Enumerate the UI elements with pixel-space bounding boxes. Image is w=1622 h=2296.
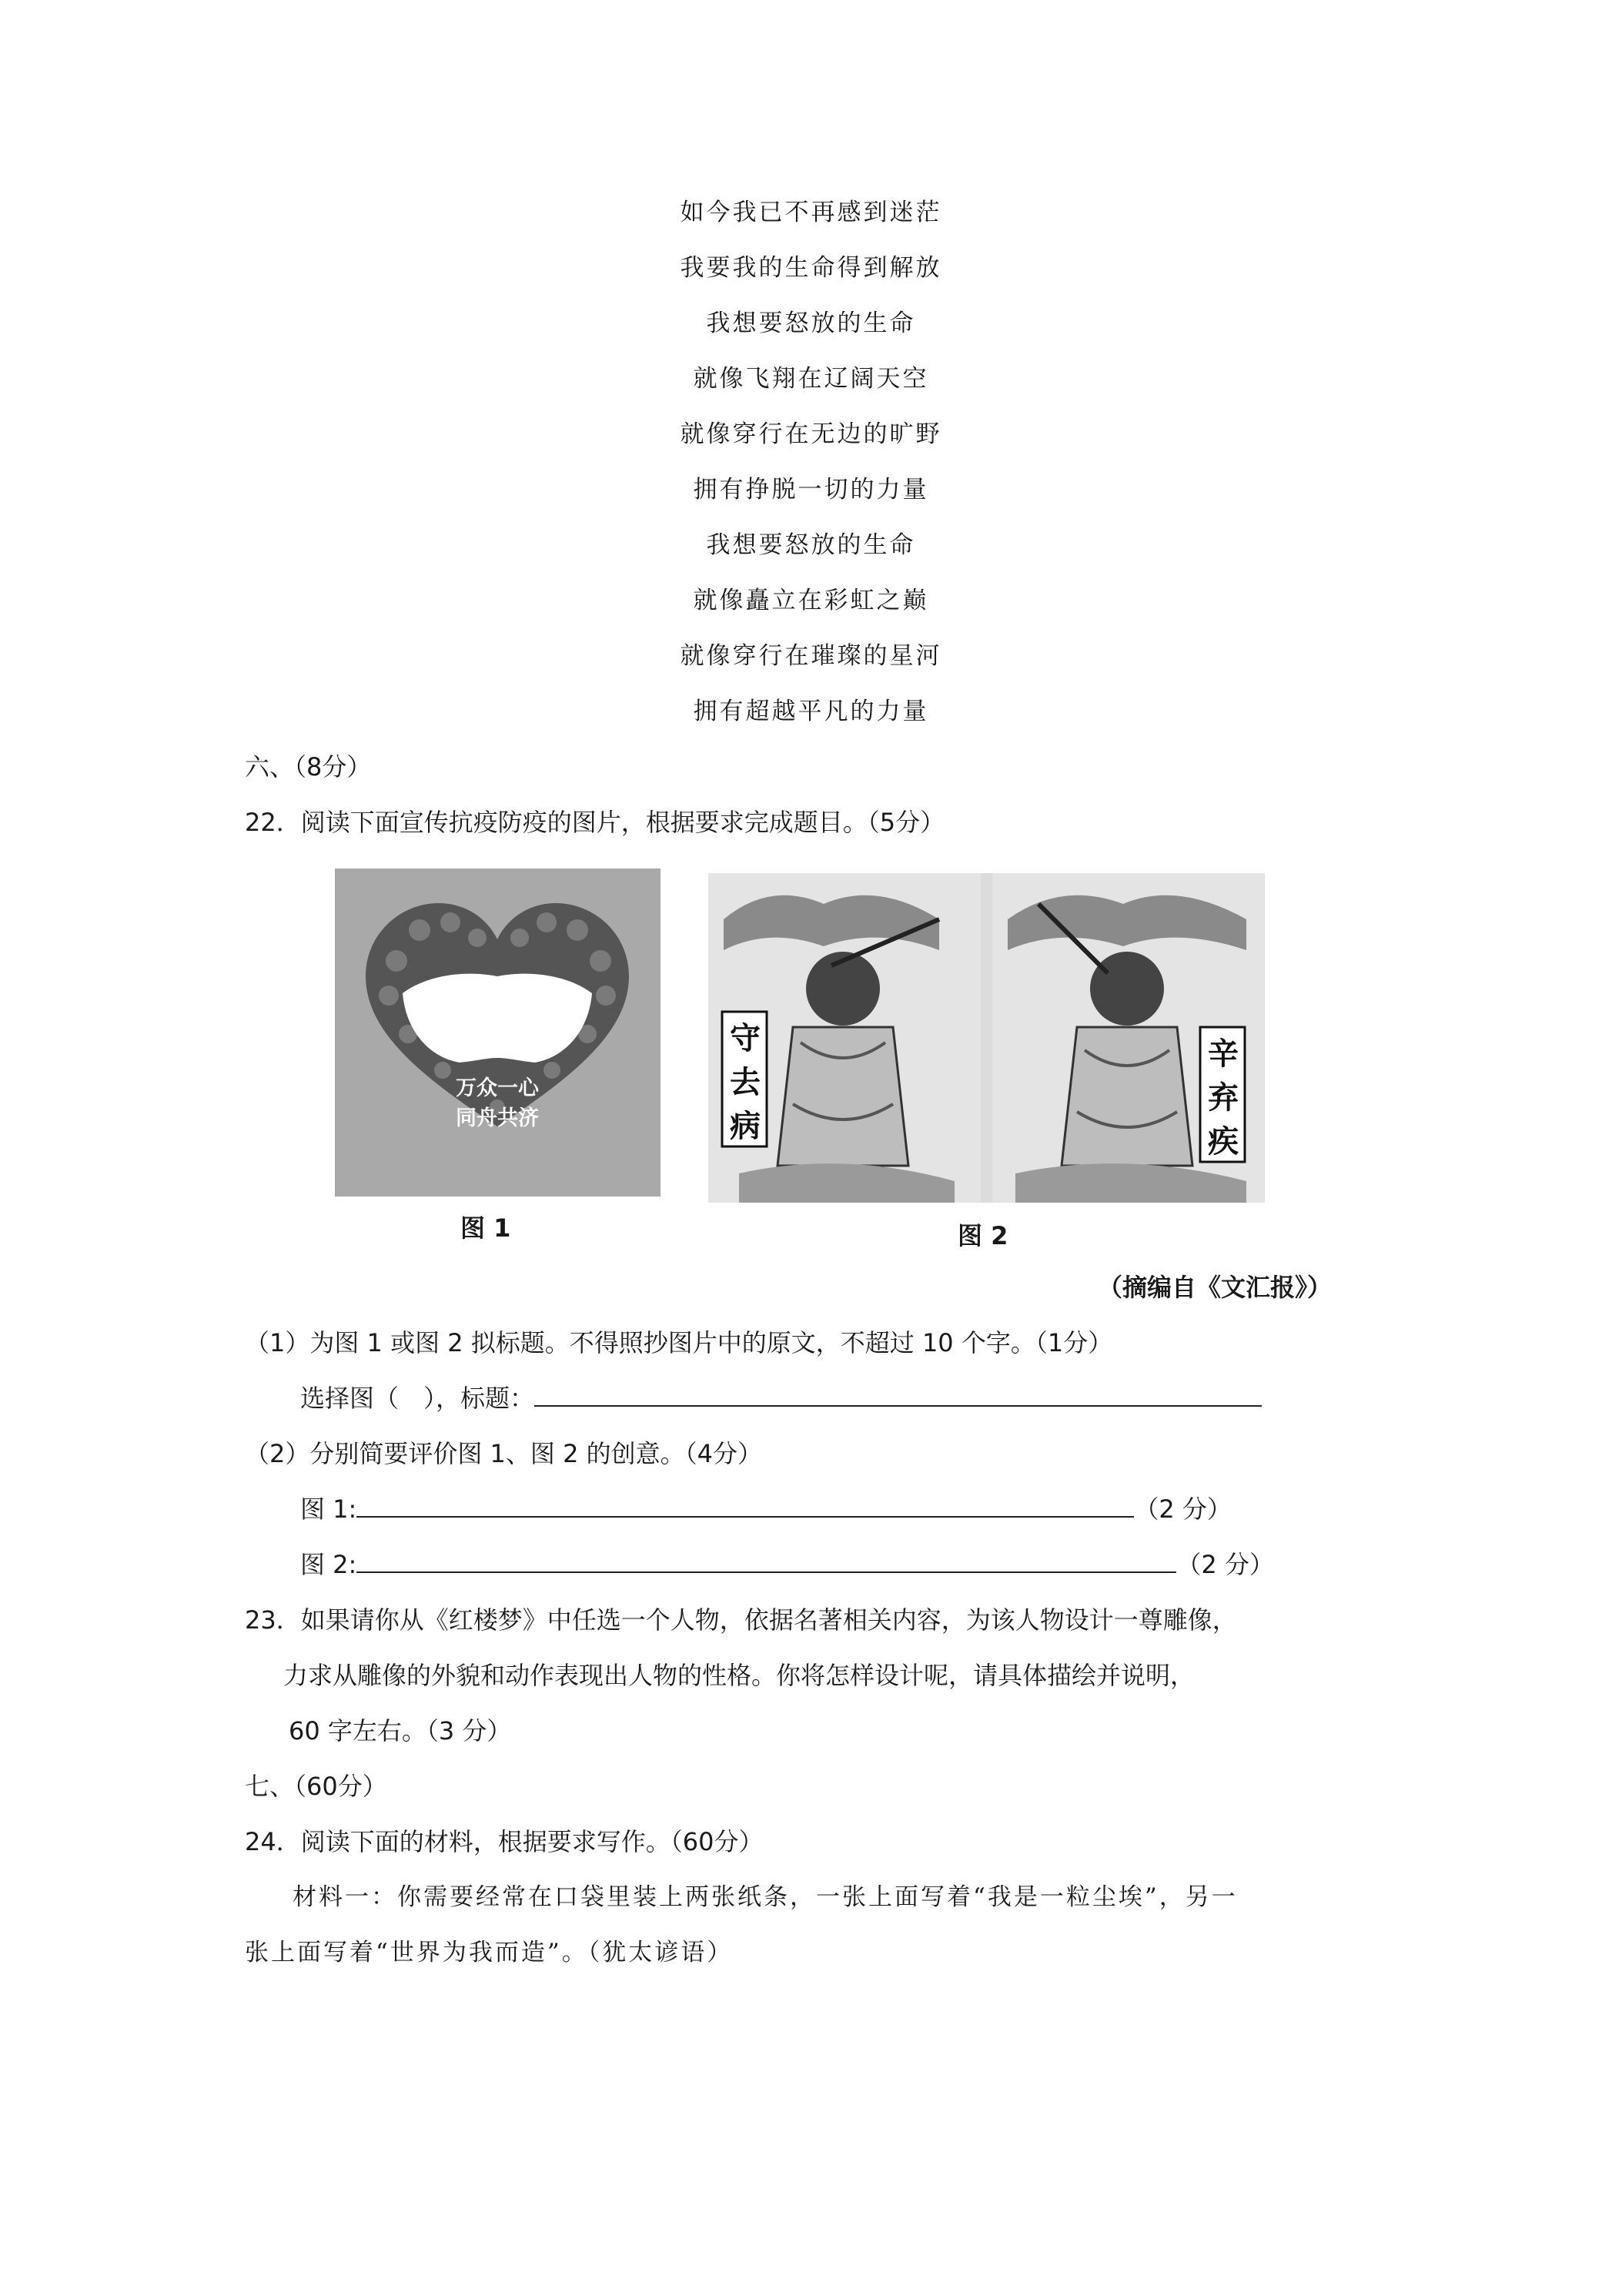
door-god-illustration-right xyxy=(992,873,1265,1203)
poem-line: 就像矗立在彩虹之巅 xyxy=(693,587,929,614)
poem-line: 拥有超越平凡的力量 xyxy=(693,698,929,725)
figure-1-image xyxy=(335,869,661,1197)
answer-prefix: 选择图（ ），标题： xyxy=(300,1384,535,1413)
question-23-line3: 60 字左右。（3 分） xyxy=(289,1716,512,1745)
figure-2-label: 图 2 xyxy=(958,1221,1008,1250)
score-label: （2 分） xyxy=(1134,1494,1232,1524)
figure-1-caption-line2: 同舟共济 xyxy=(456,1106,539,1130)
material-1-line1: 材料一：你需要经常在口袋里装上两张纸条，一张上面写着“我是一粒尘埃”，另一 xyxy=(293,1883,1238,1911)
score-label: （2 分） xyxy=(1176,1550,1274,1579)
poem-line: 拥有挣脱一切的力量 xyxy=(693,476,929,504)
answer-blank[interactable] xyxy=(356,1493,1134,1518)
question-22-sub2-fig1 xyxy=(300,1492,1232,1526)
figure-1-caption-line1: 万众一心 xyxy=(456,1076,539,1099)
figure-2-image xyxy=(708,873,1265,1203)
answer-prefix: 图 2: xyxy=(300,1550,357,1579)
question-23-line2: 力求从雕像的外貌和动作表现出人物的性格。你将怎样设计呢，请具体描绘并说明， xyxy=(283,1661,1196,1690)
question-23-line1: 23．如果请你从《红楼梦》中任选一个人物，依据名著相关内容，为该人物设计一尊雕像， xyxy=(245,1605,1237,1635)
question-22-sub2: （2）分别简要评价图 1、图 2 的创意。（4分） xyxy=(245,1439,762,1468)
question-22-sub1-answer xyxy=(300,1381,1262,1415)
answer-blank[interactable] xyxy=(534,1382,1262,1407)
poem-line: 我要我的生命得到解放 xyxy=(680,254,942,282)
section-heading: 六、（8分） xyxy=(245,752,372,782)
figure-1-label: 图 1 xyxy=(460,1213,511,1243)
answer-prefix: 图 1: xyxy=(300,1494,357,1524)
question-24-stem: 24．阅读下面的材料，根据要求写作。（60分） xyxy=(245,1827,764,1856)
poem-line: 就像飞翔在辽阔天空 xyxy=(693,365,929,393)
poem-line: 我想要怒放的生命 xyxy=(706,531,916,559)
poem-line: 就像穿行在璀璨的星河 xyxy=(680,642,942,670)
figure-2-right-banner: 辛 弃 疾 xyxy=(1208,1036,1239,1160)
heart-mask-illustration xyxy=(335,869,661,1197)
question-22-sub1: （1）为图 1 或图 2 拟标题。不得照抄图片中的原文，不超过 10 个字。（1分） xyxy=(245,1328,1113,1357)
material-1-line2: 张上面写着“世界为我而造”。（犹太谚语） xyxy=(245,1939,734,1966)
source-citation: （摘编自《文汇报》） xyxy=(1098,1273,1333,1302)
door-god-panel-left xyxy=(708,873,981,1203)
poem-line: 就像穿行在无边的旷野 xyxy=(680,420,942,448)
question-22-stem: 22．阅读下面宣传抗疫防疫的图片，根据要求完成题目。（5分） xyxy=(245,808,945,837)
question-22-sub2-fig2 xyxy=(300,1548,1274,1581)
door-god-panel-right xyxy=(992,873,1265,1203)
figure-2-left-banner: 守 去 病 xyxy=(730,1020,761,1144)
door-god-illustration-left xyxy=(708,873,981,1203)
poem-line: 如今我已不再感到迷茫 xyxy=(680,199,942,226)
section-heading: 七、（60分） xyxy=(245,1772,387,1801)
poem-line: 我想要怒放的生命 xyxy=(706,310,916,337)
answer-blank[interactable] xyxy=(356,1548,1176,1573)
